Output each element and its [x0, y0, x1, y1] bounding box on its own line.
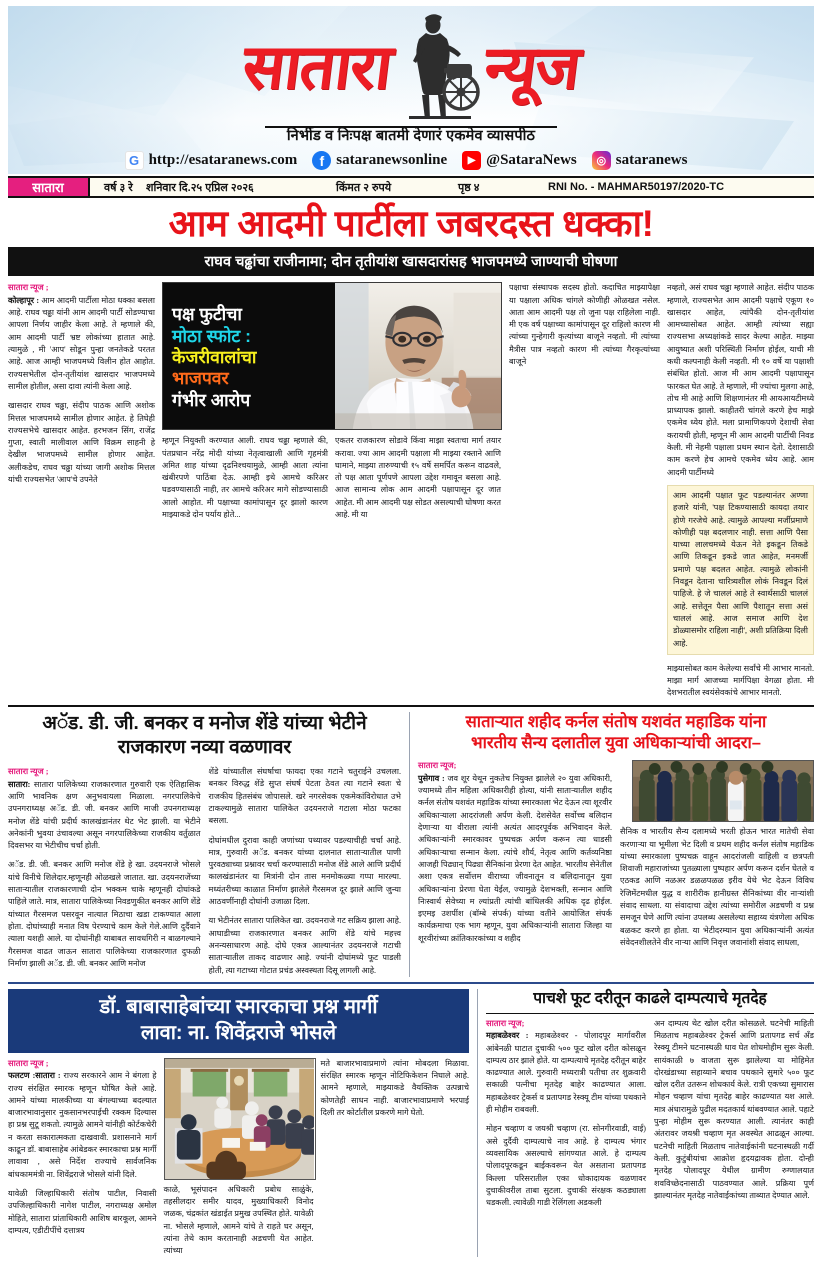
mahadik-col2-text: सैनिक व भारतीय सैन्य दलामध्ये भरती होऊन भारत मातेची सेवा करणाऱ्या या भूमीला भेट दिली व प्रथम शहीद कर्नल संतोष महाडिक यांच्या स्मारकाला पुष्पचक्र वाहून आदरांजली वाहिली व छत्रपती शिवाजी महाराजांच्या पुतळ्याला पुष्पहार अर्पण करून दर्शन घेतले व एठकड आणि नळअर डळळपळळ इरीव येथे भेट देऊन विविध रेजिमेंटमधील युद्ध व शारीरीक हानीग्रस्त सैनिकांच्या वीर नाऱ्यांशी संवाद साधला. या संवादाचा उद्देश त्यांच्या समोरील अडचणी व प्रश्न समजून घेणे आणि त्यांना उपलब्ध असलेल्या सहाय्य यंत्रणेला अधिक बळकट करणे हा होता. या भेटीदरम्यान युवा अधिकाऱ्यांनी अत्यंत संवेदनशीलतेने वीर नाऱ्या आणि निवृत्त जवानांशी संवाद साधला, [620, 827, 814, 947]
lead-dateline: कोल्हापूर : [8, 295, 40, 305]
lead-photo-overlay [163, 283, 335, 429]
instagram-icon[interactable]: ◎ [592, 151, 611, 170]
story-mahadik-memorial[interactable] [418, 712, 814, 977]
bankar-col2-para3: या भेटीनंतर सातारा पालिकेत खा. उदयनराजे गट सक्रिय झाला आहे. आघाडीच्या राजकारणात बनकर आणि शेंडे यांचे महत्त्व अनन्यसाधारण आहे. दोघे एकत्र आल्यानंतर उदयनराजे गटाची साताऱ्यातील ताकद वाढणार आहे. ज्यांनी दोघांमध्ये फूट पाडली होती, त्या गटाच्या गोटात प्रचंड अस्वस्थता दिसू लागली आहे. [208, 916, 401, 975]
lead-center-block [162, 282, 502, 700]
ambedkar-byline: सातारा न्यूज ; [8, 1058, 49, 1068]
google-icon[interactable]: G [125, 151, 144, 170]
valley-dateline: महाबळेश्वर : [486, 1031, 529, 1041]
logo-row [8, 12, 814, 124]
overlay-line-5: गंभीर आरोप [172, 389, 251, 410]
section-two [8, 707, 814, 984]
lead-col1-para1: आम आदमी पार्टीला मोठा धक्का बसला आहे. राघव चढ्ढा यांनी आम आदमी पार्टी सोडण्याचा आपला निर्णय जाहीर केला आहे. ते म्हणाले की, आम आदमी पार्टी भ्रष्ट लोकांच्या हातात आहे. त्यामुळे , मी 'आप' सोडून पुन्हा जनतेकडे परतत आहे. आज आम्ही भाजपमध्ये विलीन होत आहोत. राज्यसभेतील दोन-तृतीयांश खासदार भाजपमध्ये सामील होतील, असा दावा त्यांनी केला आहे. [8, 295, 156, 391]
mahadik-byline: सातारा न्यूज; [418, 761, 457, 771]
valley-col1-para1: महाबळेश्वर - पोलादपूर मार्गावरील आंबेनळी घाटात दुचाकी ५०० फूट खोल दरीत कोसळून दाम्पत्य ठार झाले होते. या दाम्पत्याचे मृतदेह दरीतून बाहेर काढण्यात आले. गुरुवारी मध्यरात्री पतीचा तर शुक्रवारी सकाळी पत्नीचा मृतदेह बाहेर काढण्यात आला. महाबळेश्वर ट्रेकर्स व प्रतापगड रेस्क्यू टीम यांच्या पथकाने ही मोहीम राबवली. [486, 1031, 646, 1115]
valley-column-2: अन दाम्पत्य थेट खोल दरीत कोसळले. घटनेची माहिती मिळताच महाबळेश्वर ट्रेकर्स आणि प्रतापगड सर्च अँड रेस्क्यू टीमने घटनास्थळी धाव घेत शोधमोहीम सुरू केली. सायंकाळी ७ वाजता सुरू झालेल्या या मोहिमेत दोरखंडाच्या सहाय्याने बचाव पथकाने सुमारे ५०० फूट खोल दरीत उतरून शोधकार्य केले. रात्री एकच्या सुमारास मोहन चव्हाण यांचा मृतदेह बाहेर काढण्यात यश आले. मात्र अंधारामुळे पुढील मदतकार्य थांबवण्यात आले. पहाटे पुन्हा मोहीम सुरू करण्यात आली. त्यानंतर काही अंतरावर जयश्री चव्हाण मृत अवस्थेत आढळून आल्या. घटनेची माहिती मिळताच नातेवाईकांनी घटनास्थळी गर्दी केली. कुटुंबीयांचा आक्रोश हृदयद्रावक होता. दोन्ही मृतदेह पोलादपूर येथील ग्रामीण रुग्णालयात शवविच्छेदनासाठी पाठवण्यात आले. प्रक्रिया पूर्ण झाल्यानंतर मृतदेह नातेवाईकांच्या ताब्यात देण्यात आले. [654, 1018, 814, 1200]
mahadik-headline-line1: साताऱ्यात शहीद कर्नल संतोष यशवंत महाडिक यांना [465, 712, 767, 731]
bankar-byline: सातारा न्यूज ; [8, 767, 49, 777]
ambedkar-column-1 [8, 1058, 157, 1258]
mahadik-column-2 [620, 760, 814, 949]
facebook-icon[interactable]: f [312, 151, 331, 170]
edition-year: वर्ष ३ रे [104, 181, 133, 194]
lead-col1-para2: खासदार राघव चढ्ढा, संदीप पाठक आणि अशोक मित्तल भाजपमध्ये सामील होणार आहेत. हे तिघेही राज्यसभेचे खासदार आहेत. हरभजन सिंग, राजेंद्र गुप्ता, स्वाती मालीवाल आणि विक्रम साहनी हे देखील भाजपमध्ये सामील होणार आहेत. अलीकडेच, राघव चढ्ढा यांच्या जागी अशोक मित्तल यांची राज्यसभेत 'आप'चे उपनेते [8, 401, 156, 484]
bankar-col2-para2: दोघांमधील दुरावा काही जणांच्या पथ्यावर पडल्याचीही चर्चा आहे. मात्र, गुरुवारी अॅड. बनकर यांच्या दालनात साताऱ्यातील पाणी पुरवठ्याच्या प्रश्नावर चर्चा करण्यासाठी मनोज शेंडे आले आणि प्रदीर्घ कालखंडानंतर या मित्रांनी दोन तास मनमोकळ्या गप्पा मारल्या. मध्यंतरीच्या काळात निर्माण झालेले गैरसमज दूर झाले आणि जुन्या आठवणींनाही दोघांनी उजाळा दिला. [208, 835, 401, 907]
mahadik-columns [418, 760, 814, 949]
lead-col5-text: नव्हतो, असं राघव चढ्ढा म्हणाले आहेत. संदीप पाठक म्हणाले, राज्यसभेत आम आदमी पक्षाचे एकूण १० खासदार आहेत, त्यांपैकी दोन-तृतीयांश आमच्यासोबत आहेत. आम्ही त्यांच्या सह्या राज्यसभा अध्यक्षांकडे सादर केल्या आहेत. माझ्या आयुष्यात अशी परिस्थिती निर्माण होईल, याची मी कधी कल्पनाही केली नव्हती. मी १० वर्षे या पक्षाशी संबंधित होतो. आज मी आम आदमी पक्षापासून फारकत घेत आहे. ते म्हणाले, मी ज्यांचा मुलगा आहे, तोच मी आहे आणि शिक्षणानंतर मी आयआयटीमध्ये प्राध्यापक झालो. काहीतरी चांगले करणे हेच माझे एकमेव ध्येय होते. मला प्रामाणिकपणे देशाची सेवा करायची होती, म्हणून मी आम आदमी पार्टीची निवड केली. मी नेहमी पक्षाला प्रथम स्थान देतो. देशासाठी काम करणे हेच आमचे एकमेव ध्येय आहे. आम आदमी पार्टीमध्ये [667, 283, 815, 477]
bankar-col1-para2: अॅड. डी. जी. बनकर आणि मनोज शेंडे हे खा. उदयनराजे भोसले यांचे विनीचे शिलेदार.म्हणूनही ओळखले जातात. खा. उदयनराजेंच्या साताऱ्यातील राजकारणाची दोन भक्कम चाके म्हणूनही दोघांकडे पाहिले जाते. मात्र, सातारा पालिकेच्या निवडणुकीत बनकर आणि शेंडे यांच्यात गैरसमज पसरवून नात्यात मिठाचा खडा टाकण्यात आला होता. दोघांच्याही मनात विष पेरण्याचे काम केले गेले.आणि दुर्दैवाने त्याला यशही आले. या दोघांनीही याबाबत सावधगिरी न बाळगल्याने गैरसमज वाढत जाऊन सातारा पालिकेच्या राजकारणात दुफळी निर्माण झाली अॅड. डी. जी. बनकर आणि मनोज [8, 860, 201, 968]
story-valley-accident[interactable] [486, 989, 814, 1258]
lead-column-1 [8, 282, 155, 700]
youtube-handle[interactable]: @SataraNews [486, 152, 577, 168]
ambedkar-col2-text: काळे, भूसंपादन अधिकारी प्रबोध साळुंके, तहसीलदार समीर यादव, मुख्याधिकारी विनोद जळक, चंद्रकांत खंडाईत प्रमुख उपस्थित होते. यावेळी ना. भोसले म्हणाले, आमने यांचे ते राहते घर असून, त्यांना तेथे काम करतानाही अडचणी येत आहेत. त्यांच्या [163, 1184, 314, 1256]
section-three [8, 984, 814, 1258]
mahadik-dateline: पुसेगाव : [418, 773, 445, 783]
masthead-tagline: निर्भीड व निःपक्ष बातमी देणारं एकमेव व्यासपीठ [286, 128, 536, 144]
lead-column-2: म्हणून नियुक्ती करण्यात आली. राघव चढ्ढा म्हणाले की, पंतप्रधान नरेंद्र मोदी यांच्या नेतृत्वाखाली आणि गृहमंत्री अमित शाह यांच्या दृढनिश्चयामुळे, आम्ही आता त्यांना खंबीरपणे पाठिंबा देऊ. आम्ही इथे आमचे करिअर घडवण्यासाठी नाही, तर आमचे करिअर मागे सोडण्यासाठी आलो आहोत. मी पक्षाच्या कामांपासून दूर झालो कारण माझ्याकडे दोन पर्याय होते... [162, 436, 329, 519]
lead-headline: आम आदमी पार्टीला जबरदस्त धक्का! [168, 203, 654, 244]
bankar-headline-line2: राजकारण नव्या वळणावर [117, 737, 292, 759]
ambedkar-col1-para2: यावेळी जिल्हाधिकारी संतोष पाटील, निवासी उपजिल्हाधिकारी नागेश पाटील, नगराध्यक्ष अमोल मोहिते, सातारा प्रांताधिकारी आशिष बारकूल, आमने दाम्पत्य, एडीटीपींचे दत्तात्रय [8, 1188, 157, 1235]
valley-column-1 [486, 1018, 646, 1210]
masthead-title-part1: सातारा [238, 33, 396, 102]
ambedkar-column-2 [164, 1058, 314, 1258]
facebook-handle[interactable]: sataranewsonline [336, 152, 448, 168]
lead-closing-text: माझ्यासोबत काम केलेल्या सर्वांचे मी आभार मानतो. माझा मार्ग आजच्या मार्गपिक्षा वेगळा होता. मी देशभरातील स्वयंसेवकांचे आभार मानतो. [667, 663, 815, 698]
edition-price: किंमत २ रुपये [336, 181, 392, 194]
valley-col1-para2: मोहन चव्हाण व जयश्री चव्हाण (रा. सोनगीरवाडी, वाई) असे दुर्दैवी दाम्पत्याचे नाव आहे. हे दाम्पत्य भंगार व्यवसायिक असल्याचे सांगण्यात आले. हे दाम्पत्य पोलादपूरकडून बाईकवरून येत असताना प्रतापगड किल्ला परिसरातील एका धोकादायक वळणावर दुचाकीवरील ताबा सुटला. दुचाकी संरक्षक कठड्याला धडकली. त्यावेळी गाडी रेलिंगला अडकली [486, 1124, 646, 1208]
ambedkar-headline-line2: लावा: ना. शिवेंद्रराजे भोसले [140, 1022, 337, 1045]
ambedkar-col1-para1: राज्य सरकारने आम ने बंगला हे राज्य संरक्षित स्मारक म्हणून घोषित केले आहे. आमने यांच्या मालकीच्या या बंगल्याच्या बदल्यात बाजारभावानुसार नुकसानभरपाईची रक्कम दिल्यास हा प्रश्न सुटू शकतो. त्यामुळे आमने यांनीही कोर्टकचेरी न करता सकारात्मकता दाखवावी. प्रशासनाने मार्ग काढून डॉ. बाबासाहेब आंबेडकर स्मारकाचा प्रश्न मार्गी लावावा , असे निर्देश राज्याचे सार्वजनिक बांधकाममंत्री ना. शिवेंद्रराजे भोसले यांनी दिले. [8, 1071, 157, 1179]
ambedkar-columns [8, 1058, 469, 1258]
edition-city-badge: सातारा [8, 178, 90, 196]
lead-subheadline: राघव चढ्ढांचा राजीनामा; दोन तृतीयांश खासदारांसह भाजपमध्ये जाण्याची घोषणा [8, 247, 814, 276]
bankar-columns [8, 766, 401, 977]
valley-columns [486, 1018, 814, 1210]
bankar-headline-line1: अॅड. डी. जी. बनकर व मनोज शेंडे यांच्या भेटीने [42, 712, 367, 734]
overlay-line-2: मोठा स्फोट : [172, 325, 251, 346]
ambedkar-headline-line1: डॉ. बाबासाहेबांच्या स्मारकाचा प्रश्न मार्गी [99, 995, 378, 1018]
website-url[interactable]: http://esataranews.com [148, 152, 298, 168]
lead-column-4: पक्षाचा संस्थापक सदस्य होतो. कदाचित माझ्यापेक्षा या पक्षाला अधिक चांगले कोणीही ओळखत नसेल. आता आम आदमी पक्ष तो जुना पक्ष राहिलेला नाही. मी एक वर्ष पक्षाच्या कामांपासून दूर राहिलो कारण मी त्यांच्या गुन्हेगारी कृत्यांच्या बाजूने नव्हतो. मी त्यांच्या मैत्रीस पात्र नव्हतो कारण मी त्यांच्या गैरकृत्यांच्या बाजूने [509, 283, 660, 366]
mahadik-headline-line2: भारतीय सैन्य दलातील युवा अधिकाऱ्यांची आदरा– [471, 734, 761, 753]
social-links-bar [8, 151, 814, 170]
story-ambedkar-memorial[interactable] [8, 989, 478, 1258]
edition-pages: पृष्ठ ४ [458, 181, 480, 194]
lead-column-3: एकतर राजकारण सोडावे किंवा माझा स्वतःचा मार्ग तयार करावा. ज्या आम आदमी पक्षाला मी माझ्या रक्ताने आणि घामाने, माझ्या तारुण्याची १५ वर्षे समर्पित करून वाढवले, तो पक्ष आता पूर्णपणे आपला उद्देश गमावून बसला आहे. आज सामान्य लोक आम आदमी पक्षापासून दूर जात आहेत. मी आम आदमी पक्ष सोडत असल्याची घोषणा करत आहे. मी या [335, 436, 502, 519]
lead-byline: सातारा न्यूज ; [8, 283, 49, 293]
ambedkar-headline [8, 989, 469, 1053]
lead-column-5 [667, 282, 814, 700]
edition-details [90, 178, 814, 196]
lead-center-columns [162, 435, 502, 521]
lead-story [8, 276, 814, 707]
annahazare-reaction-box: आम आदमी पक्षात फूट पडल्यानंतर अण्णा हजारे यांनी, 'पक्ष टिकण्यासाठी कायदा तयार होणे गरजेचे आहे. त्यामुळे आपल्या मर्जीप्रमाणे कोणीही पक्ष बदलणार नाही. सत्ता आणि पैसा याच्या लालचमध्ये येऊन नेते इकडून तिकडे आणि तिकडून इकडे जात आहेत, मनमर्जी प्रमाणे पक्ष बदलत आहेत. त्यामुळे लोकांनी निवडून देताना चारित्र्यशील लोकं निवडून दिलं पाहिजे. हे जे चाललं आहे ते स्वार्थसाठी चाललं आहे. सत्तेतून पैसा आणि पैशातून सत्ता असं चाललं आहे. आज समाज आणि देश डोळ्यासमोर राहिला नाही', अशी प्रतिक्रिया दिली आहे. [667, 485, 814, 655]
overlay-line-3: केजरीवालांचा [172, 347, 257, 368]
story-bankar-shende[interactable] [8, 712, 410, 977]
logo-wrap [8, 6, 814, 124]
youtube-icon[interactable]: ▶ [462, 151, 481, 170]
bankar-col2-para1: शेंडे यांच्यातील संघर्षाचा फायदा एका गटाने चतुराईने उचलला. बनकर विरुद्ध शेंडे सुप्त संघर्ष पेटता ठेवत त्या गटाने स्वतः चे राजकीय हितसंबंध जोपासले. खरे नगरसेवक एकमेकांविरोधात उभे टाकल्यामुळे सातारा पालिकेत उदयनराजे गटाला मोठा फटका बसला. [208, 767, 401, 826]
masthead-title-part2: न्यूज [480, 34, 584, 101]
overlay-line-4: भाजपवर [172, 368, 229, 389]
arvind-kejriwal-photo [335, 283, 501, 429]
ambedkar-dateline: फलटण :सातारा : [8, 1071, 61, 1081]
valley-headline: पाचशे फूट दरीतून काढले दाम्पत्याचे मृतदेह [486, 989, 814, 1014]
mahadik-col1-text: जव शूर येथून नुकतेच नियुक्त झालेले २० युवा अधिकारी, ज्यामध्ये तीन महिला अधिकारीही होत्या, यांनी साताऱ्यातील शहीद कर्नल संतोष यशवंत महाडिक यांच्या स्मारकाला भेट देऊन त्या शूरवीर अधिकाऱ्याला आदरांजली अर्पण केली. देशसेवेत सर्वोच्च बलिदान देणाऱ्या या वीराला त्यांनी अत्यंत आदरपूर्वक अभिवादन केले. अधिकाऱ्यांनी स्मारकावर पुष्पचक्र अर्पण करून त्या धाडसी अधिकाऱ्याचा सन्मान केला. त्यांचे शौर्य, नेतृत्व आणि कर्तव्यनिष्ठा आजही पिढ्यान् पिढ्या सैनिकांना प्रेरणा देत आहेत. भारतीय सेनेतील अशा एकत्र सर्वोत्तम वीराच्या जीवनातून व बलिदानातून युवा अधिकाऱ्यांना प्रेरणा घेता येईल, ज्यामुळे देशभक्ती, सन्मान आणि निःस्वार्थ सेवेच्या म ल्यांप्रती त्यांची बांधिलकी अधिक दृढ होईल. इएमइ उशपींश (बॉम्बे संपर्क) यांच्या वतीने आयोजित संपर्क कार्यक्रमाचा एक भाग म्हणून, युवा अधिकाऱ्यांनी सातारा जिल्हा या शूरवीरांच्या क्रांतिकारकांच्या व शहीद [418, 773, 612, 943]
bankar-headline [8, 712, 401, 766]
bankar-col1-para1: सातारा पालिकेच्या राजकारणात गुरुवारी एक ऐतिहासिक आणि भावनिक क्षण अनुभवायला मिळाला. नगरपालिकेचे उपनगराध्यक्ष अॅड. डी. जी. बनकर आणि माजी उपनगराध्यक्ष मनोज शेंडे यांची प्रदीर्घ कालखंडानंतर थेट भेट झाली. या भेटीने अनेकांनी भुवया उंचावल्या असून नगरपालिकेच्या राजकीय वर्तुळात दिवसभर या भेटीचीच चर्चा होती. [8, 779, 201, 851]
valley-byline: सातारा न्यूज; [486, 1018, 525, 1028]
mahadik-column-1 [418, 760, 612, 949]
overlay-line-1: पक्ष फुटीचा [172, 304, 242, 325]
bankar-column-1 [8, 766, 201, 977]
bankar-column-2 [209, 766, 402, 977]
instagram-handle[interactable]: sataranews [615, 152, 688, 168]
government-meeting-room-photo [164, 1058, 316, 1180]
rni-number: RNI No. - MAHMAR50197/2020-TC [548, 181, 725, 193]
army-officers-group-photo [632, 760, 814, 822]
ambedkar-column-3: मते बाजारभावाप्रमाणे त्यांना मोबदला मिळावा. संरक्षित स्मारक म्हणून नोटिफिकेशन निघाले आहे. आमने म्हणाले, माझ्याकडे वैयक्तिक उत्पन्नाचे कोणतेही साधन नाही. बाजारभावाप्रमाणे भरपाई दिली तर कोर्टातील प्रकरणे मागे घेतो. [320, 1058, 469, 1117]
mahadik-headline [418, 712, 814, 761]
masthead [8, 6, 814, 174]
bankar-dateline: सातारा: [8, 779, 31, 789]
shivaji-statue-emblem [395, 12, 481, 124]
edition-date: शनिवार दि.२५ एप्रिल २०२६ [146, 181, 254, 194]
kejriwal-photo-block [162, 282, 502, 430]
edition-info-bar [8, 176, 814, 198]
